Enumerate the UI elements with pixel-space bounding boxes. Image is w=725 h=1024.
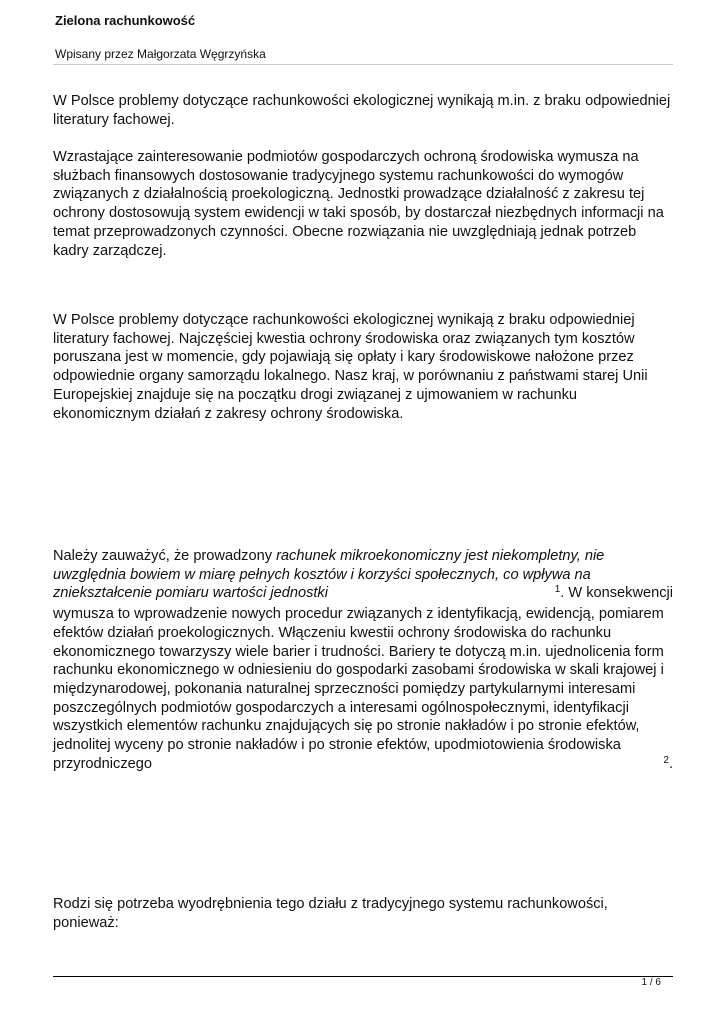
text-line [53,566,673,585]
paragraph-3 [53,311,673,423]
text-line: literatury fachowej. Najczęściej kwestia ochrony środowiska oraz związanych tym kosztów [53,330,635,347]
text-line [53,755,673,776]
text-line: ekonomicznego towarzyszy wiele barier i trudności. Bariery te dotyczą m.in. ujednolicenia form [53,643,664,660]
plain-text: przyrodniczego [53,755,152,772]
paragraph-2 [53,148,673,260]
text-line: ponieważ: [53,914,119,931]
text-line: służbach finansowych dostosowanie tradycyjnego systemu rachunkowości do wymogów [53,167,624,184]
text-line [53,584,673,605]
text-line: Wzrastające zainteresowanie podmiotów gospodarczych ochroną środowiska wymusza na [53,149,639,165]
footnote-ref-2[interactable]: 2 [663,754,669,766]
text-line: efektów działań proekologicznych. Włączeniu kwestii ochrony środowiska do rachunku [53,624,612,641]
header-divider [53,64,673,65]
text-line: ekonomicznym działań z zakresy ochrony środowiska. [53,405,404,422]
text-line: kadry zarządczej. [53,242,167,259]
text-line: W Polsce problemy dotyczące rachunkowości ekologicznej wynikają z braku odpowiedniej [53,312,635,328]
text-line: odpowiednie organy samorządu lokalnego. Nasz kraj, w porównaniu z państwami starej Unii [53,368,648,385]
text-line: poruszana jest w momencie, gdy pojawiają się opłaty i kary środowiskowe nałożone przez [53,349,634,366]
italic-text: rachunek mikroekonomiczny jest niekompletny, nie [276,548,605,564]
plain-text: Należy zauważyć, że prowadzony [53,548,277,564]
text-line: wymusza to wprowadzenie nowych procedur związanych z identyfikacją, ewidencją, pomiarem [53,606,664,623]
text-line [53,547,673,566]
text-line: jednolitej wyceny po stronie nakładów i po stronie efektów, upodmiotowienia środowiska [53,737,621,754]
text-line: literatury fachowej. [53,111,175,128]
text-line: Europejskiej znajduje się na początku drogi związanej z ujmowaniem w rachunku [53,386,578,403]
text-line: międzynarodowej, pokonania naturalnej sprzeczności pomiędzy partykularnymi interesami [53,680,636,697]
plain-text: . W konsekwencji [560,585,673,602]
footer-divider [53,976,673,977]
text-line: rachunku ekonomicznego w odniesieniu do gospodarki zasobami środowiska w skali krajowej i [53,662,664,679]
text-line: wszystkich elementów rachunku znajdujących się po stronie nakładów i po stronie efektów, [53,718,640,735]
text-line: poszczególnych podmiotów gospodarczych a interesami ogólnospołecznymi, identyfikacji [53,699,629,716]
article-title: Zielona rachunkowość [55,13,196,28]
paragraph-5 [53,895,673,932]
author-byline: Wpisany przez Małgorzata Węgrzyńska [55,47,266,61]
text-line: W Polsce problemy dotyczące rachunkowości ekologicznej wynikają m.in. z braku odpowiedniej [53,93,671,109]
plain-text: . [668,755,673,772]
footnote-ref-1[interactable]: 1 [554,584,561,596]
page-number: 1 / 6 [641,977,661,988]
italic-text: uwzględnia bowiem w miarę pełnych kosztów i korzyści społecznych, co wpływa na [53,566,591,583]
text-line: Rodzi się potrzeba wyodrębnienia tego działu z tradycyjnego systemu rachunkowości, [53,896,608,912]
text-line: temat przeprowadzonych czynności. Obecne rozwiązania nie uwzględniają jednak potrzeb [53,223,637,240]
line-end [663,755,673,776]
italic-text: zniekształcenie pomiaru wartości jednostki [53,585,328,602]
paragraph-4 [53,547,673,775]
text-line: ochrony dostosowują system ewidencji w taki sposób, by dostarczał niezbędnych informacji na [53,205,664,222]
paragraph-1 [53,92,673,129]
line-end [555,584,673,605]
text-line: związanych z działalnością proekologiczną. Jednostki prowadzące działalność z zakresu tej [53,186,645,203]
